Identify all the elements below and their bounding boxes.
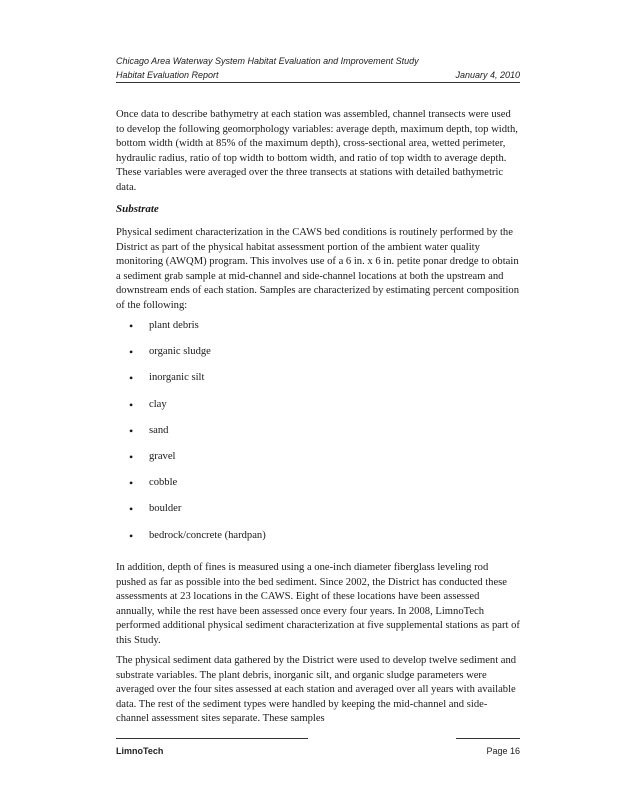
footer-divider-left: [116, 738, 308, 739]
footer-divider-right: [456, 738, 520, 739]
list-item: • sand: [116, 424, 520, 450]
header-report-title: Habitat Evaluation Report: [116, 70, 219, 80]
footer-page-number: Page 16: [486, 746, 520, 756]
paragraph-sediment-characterization: Physical sediment characterization in the CAWS bed conditions is routinely performed by the District as part of the physical habitat assessment portion of the ambient water quality monitoring (AWQM) program. This involves use of a 6 in. x 6 in. petite ponar dredge to obtain a sediment grab sample at mid-channel and side-channel locations at both the upstream and downstream ends of each station. Samples are characterized by estimating percent composition of the following:: [116, 227, 520, 311]
header-study-title: Chicago Area Waterway System Habitat Evaluation and Improvement Study: [116, 56, 419, 66]
list-item: • clay: [116, 398, 520, 424]
footer-company: LimnoTech: [116, 746, 164, 756]
header-date: January 4, 2010: [455, 70, 520, 80]
list-item: • bedrock/concrete (hardpan): [116, 529, 520, 555]
list-item: • inorganic silt: [116, 371, 520, 397]
list-item: • plant debris: [116, 319, 520, 345]
header-divider: [116, 82, 520, 83]
section-heading-substrate: Substrate: [116, 203, 159, 215]
list-item: • cobble: [116, 476, 520, 502]
header-report-line: [116, 70, 520, 80]
paragraph-sediment-variables: The physical sediment data gathered by the District were used to develop twelve sediment and substrate variables. The plant debris, inorganic silt, and organic sludge parameters were averaged over the four sites assessed at each station and averaged over all years with available data. The rest of the sediment types were handled by keeping the mid-channel and side-channel assessment sites separate. These samples: [116, 655, 517, 725]
substrate-type-list: [116, 319, 520, 555]
list-item: • boulder: [116, 502, 520, 528]
list-item: • organic sludge: [116, 345, 520, 371]
paragraph-depth-of-fines: In addition, depth of fines is measured using a one-inch diameter fiberglass leveling rod pushed as far as possible into the bed sediment. Since 2002, the District has conducted these assessments at 23 locations in the CAWS. Eight of these locations have been assessed annually, while the rest have been assessed once every four years. In 2008, LimnoTech performed additional physical sediment characterization at five supplemental stations as part of this Study.: [116, 562, 520, 646]
paragraph-bathymetry: Once data to describe bathymetry at each station was assembled, channel transects were used to develop the following geomorphology variables: average depth, maximum depth, top width, bottom width (width at 85% of the maximum depth), cross-sectional area, wetted perimeter, hydraulic radius, ratio of top width to bottom width, and ratio of top width to average depth. These variables were averaged over the three transects at stations with detailed bathymetric data.: [116, 109, 518, 193]
list-item: • gravel: [116, 450, 520, 476]
